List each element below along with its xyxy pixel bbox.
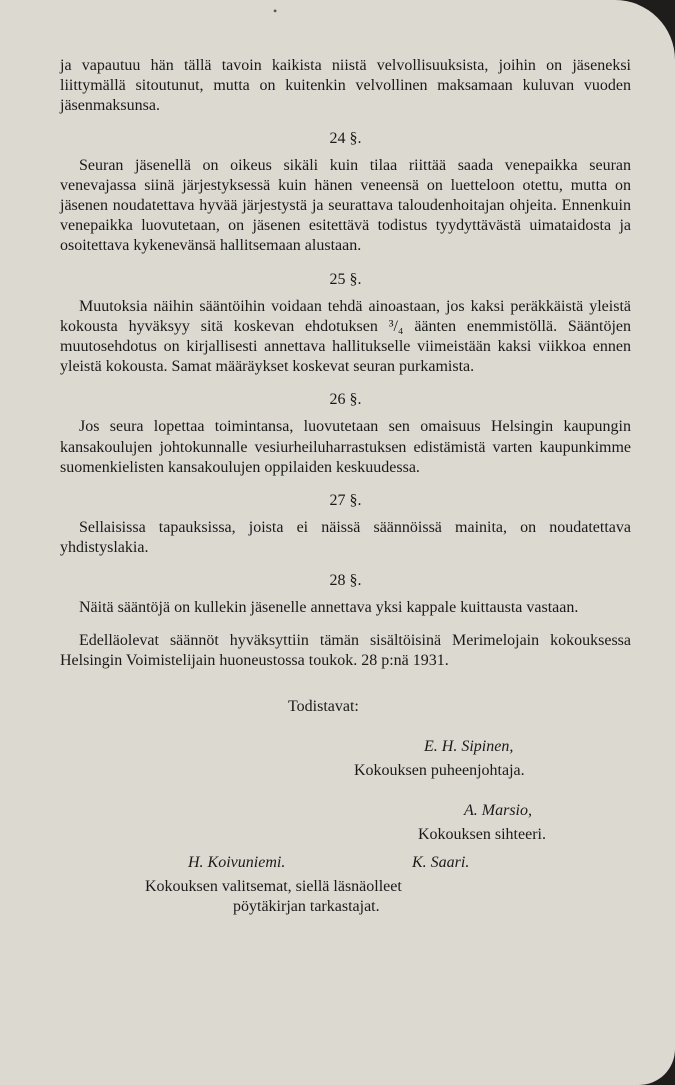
section-heading: 24 §. (329, 129, 362, 147)
section-heading: 26 §. (329, 391, 362, 409)
section-25 (60, 270, 631, 378)
chair-role: Kokouksen puheenjohtaja. (354, 762, 525, 780)
section-28 (60, 571, 631, 671)
intro-paragraph: ja vapautuu hän tällä tavoin kaikista niistä velvollisuuksista, joihin on jäseneksi liittymällä sitoutunut, mutta on kuitenkin velvollinen maksamaan kuluvan vuoden jäsenmaksunsa. (60, 57, 631, 115)
ink-speck-mark: • (273, 4, 278, 18)
section-26 (60, 390, 631, 478)
signature-block (60, 681, 631, 916)
section-paragraph: Jos seura lopettaa toimintansa, luovutetaan sen omaisuus Helsingin kaupungin kansakoulujen johtokunnalle vesiurheiluharrastuksen edistämistä varten kaupunkimme suomenkielisten kansakoulujen oppilaiden keskuudessa. (60, 418, 631, 476)
section-paragraph: Seuran jäsenellä on oikeus sikäli kuin tilaa riittää saada venepaikka seuran venevajassa siinä järjestyksessä kuin hänen veneensä on luetteloon otettu, mutta on jäsenen noudatettava hyvää järjestystä ja seurattava taloudenhoitajan ohjeita. Ennenkuin venepaikka luovutetaan, on jäsenen esitettävä todistus tyydyttävästä uimataidosta ja osoitettava kykenevänsä hallitsemaan alustaan. (60, 156, 631, 255)
section-heading: 28 §. (329, 572, 362, 590)
section-heading: 25 §. (329, 270, 362, 288)
witnesses-label: Todistavat: (288, 698, 359, 716)
examiner1-signature: H. Koivuniemi. (188, 854, 286, 872)
section-paragraph: Näitä sääntöjä on kullekin jäsenelle annettava yksi kappale kuittausta vastaan. (79, 599, 579, 617)
section-paragraph: Muutoksia näihin sääntöihin voidaan tehdä ainoastaan, jos kaksi peräkkäistä yleistä kokousta hyväksyy sitä koskevan ehdotuksen ³/₄ äänten enemmistöllä. Sääntöjen muutosehdotus on kirjallisesti annettava hallitukselle viimeistään kaksi viikkoa ennen yleistä kokousta. Samat määräykset koskevat seuran purkamista. (60, 297, 631, 376)
document-body (60, 56, 631, 916)
examiner2-signature: K. Saari. (412, 854, 470, 872)
examiners-role-line1: Kokouksen valitsemat, siellä läsnäolleet (145, 878, 402, 896)
section-24 (60, 129, 631, 257)
examiners-role-line2: pöytäkirjan tarkastajat. (233, 898, 380, 916)
section-27 (60, 491, 631, 558)
section-heading: 27 §. (329, 492, 362, 510)
secretary-signature: A. Marsio, (464, 802, 532, 820)
chair-signature: E. H. Sipinen, (424, 738, 514, 756)
approval-paragraph: Edelläolevat säännöt hyväksyttiin tämän sisältöisinä Merimelojain kokouksessa Helsingin Voimistelijain huoneustossa toukok. 28 p:nä 1931. (60, 631, 631, 669)
secretary-role: Kokouksen sihteeri. (418, 826, 546, 844)
section-paragraph: Sellaisissa tapauksissa, joista ei näissä säännöissä mainita, on noudatettava yhdistyslakia. (60, 519, 631, 557)
